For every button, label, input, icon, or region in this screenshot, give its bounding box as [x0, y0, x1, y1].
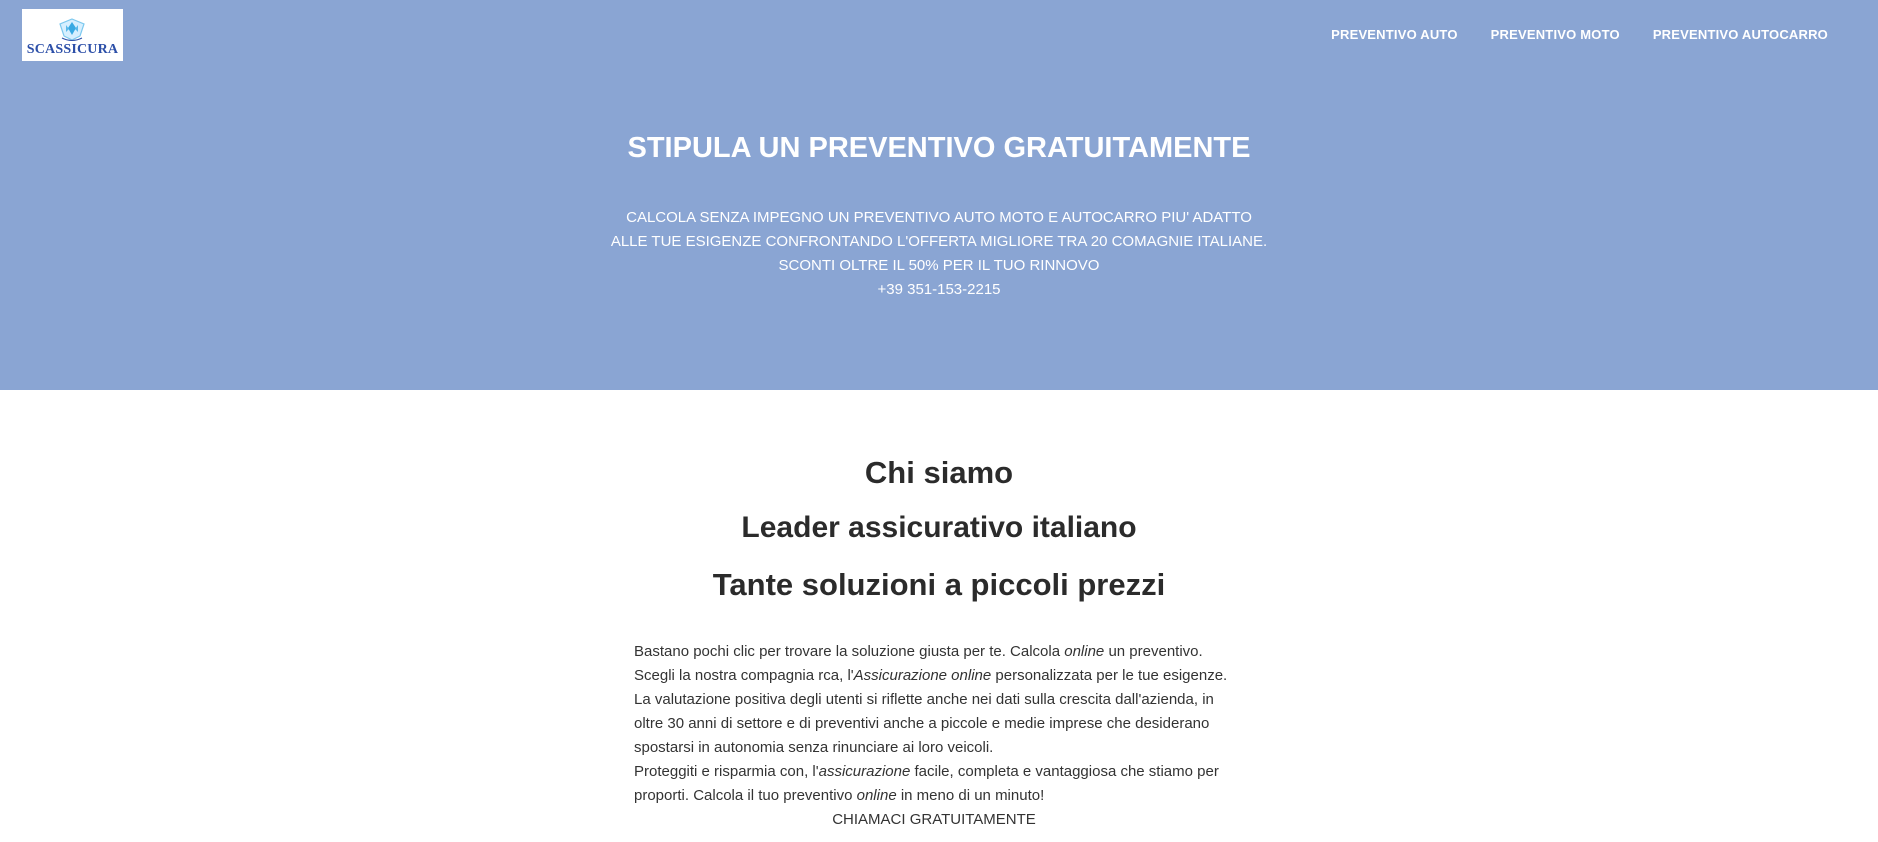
hero-line-1: CALCOLA SENZA IMPEGNO UN PREVENTIVO AUTO MOTO E AUTOCARRO PIU' ADATTO: [626, 209, 1252, 226]
call-free-link[interactable]: CHIAMACI GRATUITAMENTE: [832, 811, 1036, 828]
hero-line-2: ALLE TUE ESIGENZE CONFRONTANDO L'OFFERTA MIGLIORE TRA 20 COMAGNIE ITALIANE.: [610, 233, 1268, 250]
phone-link[interactable]: +39 351-153-2215: [877, 281, 1001, 298]
logo-text: SCASSICURA: [26, 42, 119, 57]
main-nav: [1331, 27, 1828, 42]
about-paragraph-4: Proteggiti e risparmia con, l'assicurazione facile, completa e vantaggiosa che stiamo per proporti. Calcola il tuo preventivo online in meno di un minuto!: [634, 763, 1219, 804]
shield-diamond-icon: [54, 16, 90, 42]
hero-subtitle: [0, 206, 1878, 302]
heading-chi-siamo: Chi siamo: [864, 455, 1014, 490]
nav-preventivo-autocarro[interactable]: PREVENTIVO AUTOCARRO: [1652, 27, 1828, 42]
heading-soluzioni: Tante soluzioni a piccoli prezzi: [712, 567, 1166, 602]
hero-line-3: SCONTI OLTRE IL 50% PER IL TUO RINNOVO: [778, 257, 1100, 274]
about-paragraph-3: La valutazione positiva degli utenti si riflette anche nei dati sulla crescita dall'azienda, in oltre 30 anni di settore e di preventivi anche a piccole e medie imprese che desiderano spostarsi in autonomia senza rinunciare ai loro veicoli.: [634, 691, 1214, 756]
hero-title: STIPULA UN PREVENTIVO GRATUITAMENTE: [627, 132, 1251, 164]
about-paragraph-2: Scegli la nostra compagnia rca, l'Assicurazione online personalizzata per le tue esigenze.: [634, 667, 1228, 684]
nav-preventivo-auto[interactable]: PREVENTIVO AUTO: [1331, 27, 1458, 42]
nav-preventivo-moto[interactable]: PREVENTIVO MOTO: [1490, 27, 1620, 42]
heading-leader: Leader assicurativo italiano: [741, 511, 1137, 544]
about-body: [634, 640, 1234, 832]
about-paragraph-1: Bastano pochi clic per trovare la soluzione giusta per te. Calcola online un preventivo.: [634, 643, 1203, 660]
site-logo[interactable]: [22, 9, 123, 61]
hero-section: [0, 0, 1878, 390]
